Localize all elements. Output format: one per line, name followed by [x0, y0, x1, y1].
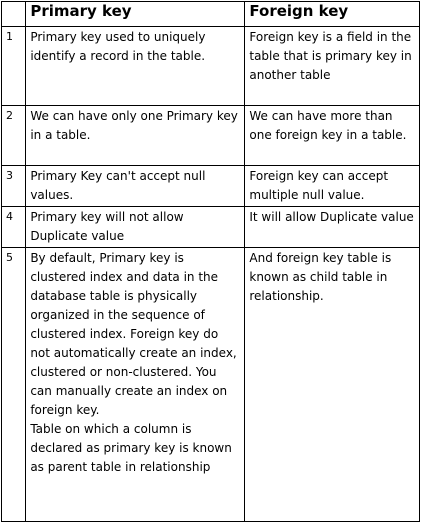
header-foreign-key: Foreign key [245, 2, 420, 27]
foreign-key-cell: Foreign key is a field in the table that is primary key in another table [245, 27, 420, 106]
foreign-key-cell: It will allow Duplicate value [245, 207, 420, 248]
foreign-key-cell: Foreign key can accept multiple null value. [245, 166, 420, 207]
header-row [2, 2, 420, 27]
row-number: 3 [2, 166, 26, 207]
comparison-table [1, 1, 420, 522]
table-row [2, 27, 420, 106]
row-number: 4 [2, 207, 26, 248]
foreign-key-cell: And foreign key table is known as child table in relationship. [245, 248, 420, 522]
primary-key-cell: Primary key used to uniquely identify a record in the table. [26, 27, 245, 106]
primary-key-cell: By default, Primary key is clustered index and data in the database table is physically organized in the sequence of clustered index. Foreign key do not automatically create an index, clustered or non-clustered. You can manually create an index on foreign key. Table on which a column is declared as primary key is known as parent table in relationship [26, 248, 245, 522]
foreign-key-cell: We can have more than one foreign key in a table. [245, 106, 420, 166]
table-row [2, 106, 420, 166]
row-number: 2 [2, 106, 26, 166]
table-row [2, 248, 420, 522]
primary-key-cell: Primary key will not allow Duplicate value [26, 207, 245, 248]
primary-key-cell: We can have only one Primary key in a table. [26, 106, 245, 166]
header-number [2, 2, 26, 27]
header-primary-key: Primary key [26, 2, 245, 27]
table-row [2, 166, 420, 207]
primary-key-cell: Primary Key can't accept null values. [26, 166, 245, 207]
row-number: 5 [2, 248, 26, 522]
row-number: 1 [2, 27, 26, 106]
table-row [2, 207, 420, 248]
